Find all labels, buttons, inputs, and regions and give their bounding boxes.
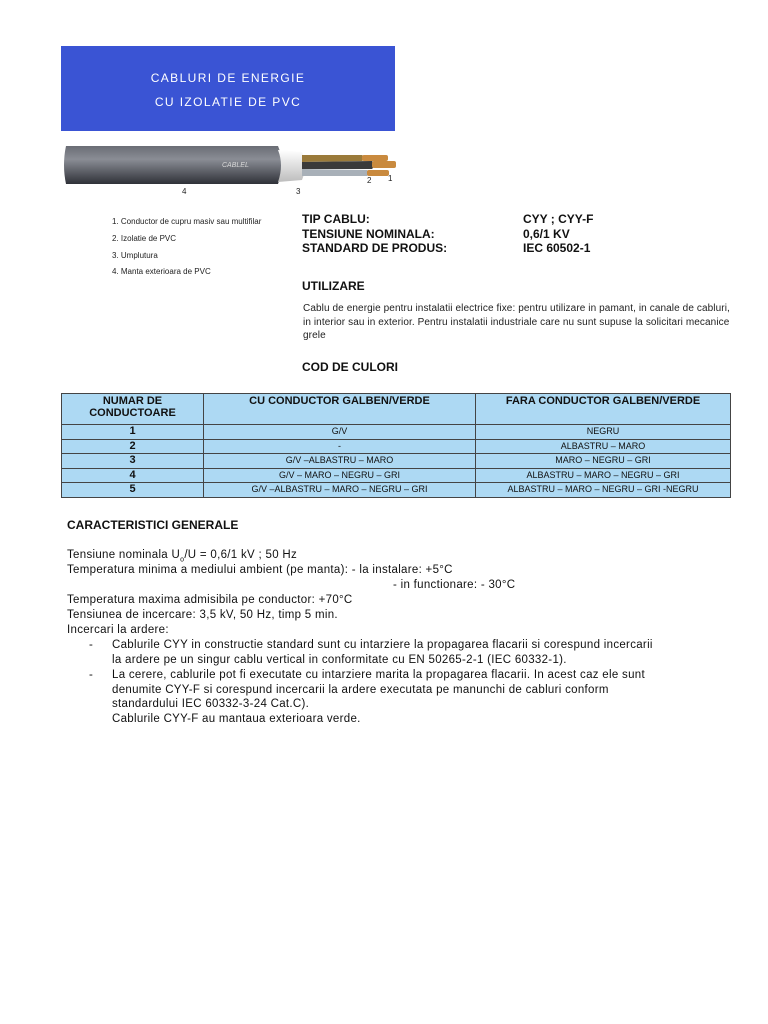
- spec-value-type: CYY ; CYY-F: [523, 212, 594, 226]
- usage-heading: UTILIZARE: [302, 279, 365, 293]
- callout-3: 3: [296, 187, 301, 196]
- column-header: NUMAR DE CONDUCTOARE: [62, 394, 204, 425]
- bullet-dash: -: [89, 639, 94, 651]
- legend-item: 2. Izolatie de PVC: [112, 234, 177, 243]
- with-gv-cell: G/V – MARO – NEGRU – GRI: [204, 468, 476, 483]
- min-temperature-operation: - in functionare: - 30°C: [393, 579, 516, 591]
- min-temperature: Temperatura minima a mediului ambient (pe manta): - la instalare: +5°C: [67, 564, 453, 576]
- conductor-shape: [372, 161, 396, 168]
- conductor-count: 1: [62, 425, 204, 440]
- usage-text: Cablu de energie pentru instalatii electrice fixe: pentru utilizare in pamant, in canale de cabluri, in interior sau in exterior. Pentru instalatii industriale care nu sunt supuse la solicitari mecanice grele: [303, 303, 730, 341]
- with-gv-cell: G/V –ALBASTRU – MARO – NEGRU – GRI: [204, 483, 476, 498]
- table-row: [62, 425, 731, 440]
- nominal-voltage-suffix: /U = 0,6/1 kV ; 50 Hz: [184, 549, 298, 561]
- title-line-2: CU IZOLATIE DE PVC: [154, 95, 302, 109]
- table-row: [62, 468, 731, 483]
- with-gv-cell: -: [204, 439, 476, 454]
- legend-item: 1. Conductor de cupru masiv sau multifilar: [112, 217, 262, 226]
- title-line-1: CABLURI DE ENERGIE: [150, 71, 306, 85]
- bullet-dash: -: [89, 669, 94, 681]
- fire-test-item-1-line-1: Cablurile CYY in constructie standard sunt cu intarziere la propagarea flacarii si corespund incercarii: [112, 639, 653, 651]
- nominal-voltage-prefix: Tensiune nominala U: [67, 549, 181, 561]
- table-row: [62, 439, 731, 454]
- without-gv-cell: ALBASTRU – MARO – NEGRU – GRI -NEGRU: [476, 483, 731, 498]
- nominal-voltage-sub: o: [180, 556, 185, 564]
- column-header: FARA CONDUCTOR GALBEN/VERDE: [476, 394, 731, 425]
- callout-4: 4: [182, 187, 187, 196]
- core-shape: [302, 169, 369, 176]
- conductor-shape: [362, 155, 388, 161]
- with-gv-cell: G/V: [204, 425, 476, 440]
- cable-illustration: [62, 138, 402, 198]
- legend-item: 4. Manta exterioara de PVC: [112, 267, 211, 276]
- fire-test-item-2-line-2: denumite CYY-F si corespund incercarii la ardere executata pe manunchi de cabluri conform: [112, 684, 609, 696]
- column-header: CU CONDUCTOR GALBEN/VERDE: [204, 394, 476, 425]
- fire-test-item-2-line-1: La cerere, cablurile pot fi executate cu intarziere marita la propagarea flacarii. In acest caz ele sunt: [112, 669, 645, 681]
- fire-test-item-1-line-2: la ardere pe un singur cablu vertical in conformitate cu EN 50265-2-1 (IEC 60332-1).: [112, 654, 567, 666]
- spec-label-voltage: TENSIUNE NOMINALA:: [302, 227, 435, 241]
- test-voltage: Tensiunea de incercare: 3,5 kV, 50 Hz, timp 5 min.: [67, 609, 338, 621]
- color-code-heading: COD DE CULORI: [302, 360, 398, 374]
- without-gv-cell: NEGRU: [476, 425, 731, 440]
- spec-label-type: TIP CABLU:: [302, 212, 370, 226]
- fire-test-item-2-line-3: standardului IEC 60332-3-24 Cat.C).: [112, 698, 310, 710]
- fire-tests-label: Incercari la ardere:: [67, 624, 169, 636]
- title-banner: [61, 46, 395, 131]
- core-shape: [302, 155, 364, 162]
- nominal-voltage: [67, 549, 297, 563]
- without-gv-cell: ALBASTRU – MARO – NEGRU – GRI: [476, 468, 731, 483]
- spec-value-standard: IEC 60502-1: [523, 241, 591, 255]
- conductor-count: 4: [62, 468, 204, 483]
- core-shape: [302, 161, 374, 169]
- callout-1: 1: [388, 174, 393, 183]
- conductor-count: 5: [62, 483, 204, 498]
- table-header-row: [62, 394, 731, 425]
- callout-2: 2: [367, 176, 372, 185]
- filler-shape: [278, 150, 305, 182]
- legend-item: 3. Umplutura: [112, 251, 158, 260]
- table-row: [62, 483, 731, 498]
- sheath-shape: [64, 146, 282, 184]
- spec-value-voltage: 0,6/1 KV: [523, 227, 570, 241]
- conductor-count: 3: [62, 454, 204, 469]
- brand-mark: CABLEL: [222, 162, 249, 169]
- fire-test-item-2-line-4: Cablurile CYY-F au mantaua exterioara verde.: [112, 713, 361, 725]
- with-gv-cell: G/V –ALBASTRU – MARO: [204, 454, 476, 469]
- conductor-count: 2: [62, 439, 204, 454]
- color-code-table: [61, 393, 731, 498]
- characteristics-heading: CARACTERISTICI GENERALE: [67, 518, 239, 532]
- spec-label-standard: STANDARD DE PRODUS:: [302, 241, 448, 255]
- table-row: [62, 454, 731, 469]
- without-gv-cell: ALBASTRU – MARO: [476, 439, 731, 454]
- without-gv-cell: MARO – NEGRU – GRI: [476, 454, 731, 469]
- max-temperature: Temperatura maxima admisibila pe conductor: +70°C: [67, 594, 353, 606]
